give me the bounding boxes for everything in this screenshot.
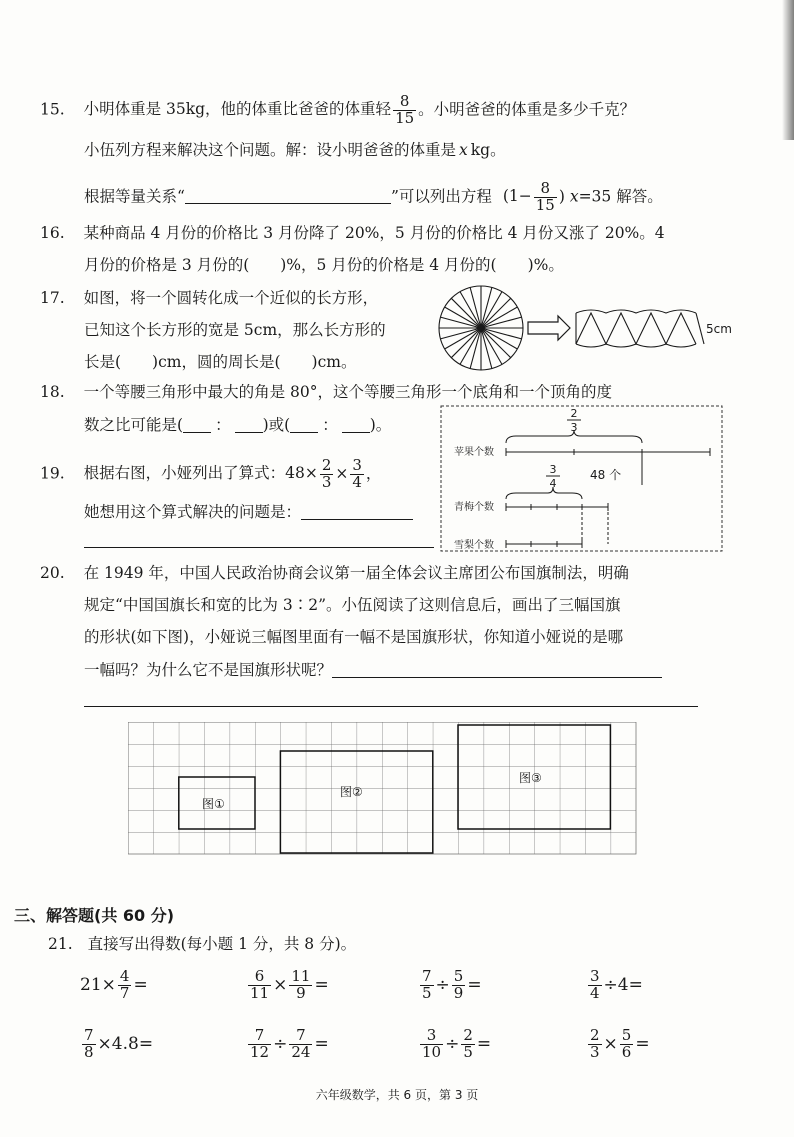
row-label-greengage: 青梅个数 [454, 502, 494, 513]
arrow-icon [528, 316, 570, 340]
fraction: $\frac{8}{15}$ [395, 92, 415, 127]
answer-blank[interactable] [301, 519, 413, 520]
q20-line4: 一幅吗？为什么它不是国旗形状呢？ [84, 663, 662, 679]
q18-line2: 数之比可能是( ： )或( ： )。 [84, 416, 392, 434]
fraction: $\frac{11}{9}$ [291, 967, 311, 1002]
q17-line2: 已知这个长方形的宽是 5cm，那么长方形的 [84, 321, 386, 339]
count-label: 48 个 [590, 468, 622, 482]
fraction: $\frac{7}{24}$ [291, 1026, 311, 1061]
question-16: 16. 某种商品 4 月份的价格比 3 月份降了 20%，5 月份的价格比 4 月份又涨了 20%。4 [40, 224, 665, 242]
sectored-circle [439, 286, 523, 370]
page-edge-shadow [782, 0, 794, 140]
fig-2-label: 图② [340, 785, 363, 799]
row-label-pear: 雪梨个数 [454, 540, 494, 551]
fraction: $\frac{7}{5}$ [422, 967, 432, 1002]
answer-blank[interactable] [342, 432, 370, 433]
q15-line1-text: 小明体重是 35kg，他的体重比爸爸的体重轻 [83, 100, 392, 119]
section-title: 三、解答题(共 60 分) [14, 906, 175, 925]
q16-line2: 月份的价格是 3 月份的( )%，5 月份的价格是 4 月份的( )%。 [84, 256, 564, 274]
answer-blank[interactable] [185, 203, 391, 204]
calc-item: $\frac{3}{10}$ ÷ $\frac{2}{5}$ = [422, 1026, 492, 1061]
fraction: $\frac{8}{15}$ [535, 179, 555, 214]
answer-blank[interactable] [183, 432, 211, 433]
calc-item: $\frac{2}{3}$ × $\frac{5}{6}$ = [590, 1026, 650, 1061]
calc-item: $\frac{7}{8}$ ×4.8= [84, 1026, 154, 1061]
calc-item: $\frac{3}{4}$ ÷4= [590, 967, 643, 1002]
fraction: $\frac{4}{7}$ [119, 967, 130, 1002]
fig-1-label: 图① [202, 797, 225, 811]
fraction: $\frac{7}{8}$ [84, 1026, 94, 1061]
fraction: $\frac{3}{10}$ [422, 1026, 442, 1061]
circle-to-rectangle-figure [436, 283, 746, 379]
fig-3-label: 图③ [519, 771, 542, 785]
fraction: $\frac{5}{6}$ [621, 1026, 632, 1061]
fraction-numerator: 2 [570, 407, 578, 420]
flag-grid-figure [128, 722, 640, 856]
question-15 [40, 94, 635, 127]
fraction: $\frac{2}{5}$ [463, 1026, 473, 1061]
answer-blank[interactable] [290, 432, 318, 433]
q15-line1-tail: 。小明爸爸的体重是多少千克？ [418, 100, 636, 119]
fraction: $\frac{2}{3}$ [590, 1026, 600, 1061]
calc-item: 21× $\frac{4}{7}$ = [80, 967, 148, 1002]
fraction: $\frac{7}{12}$ [250, 1026, 270, 1061]
answer-line[interactable] [84, 706, 698, 707]
calc-item: $\frac{7}{12}$ ÷ $\frac{7}{24}$ = [250, 1026, 329, 1061]
q15-line3: 根据等量关系“ ”可以列出方程 (1− $\frac{8}{15}$ ) x=35 解答。 [84, 179, 663, 214]
answer-blank[interactable] [235, 432, 263, 433]
fraction: $\frac{3}{4}$ [590, 967, 600, 1002]
fraction: $\frac{5}{9}$ [453, 967, 464, 1002]
question-number: 15. [40, 100, 65, 119]
q15-line2: 小伍列方程来解决这个问题。解：设小明爸爸的体重是 x kg。 [84, 141, 506, 159]
fraction-denominator: 4 [549, 477, 557, 490]
fraction-denominator: 3 [570, 421, 578, 434]
fraction: $\frac{3}{4}$ [352, 456, 362, 491]
question-20: 20. 在 1949 年，中国人民政治协商会议第一届全体会议主席团公布国旗制法，明确 [40, 564, 629, 582]
question-17: 17. 如图，将一个圆转化成一个近似的长方形， [40, 289, 379, 307]
calc-item: $\frac{7}{5}$ ÷ $\frac{5}{9}$ = [422, 967, 482, 1002]
question-18: 18. 一个等腰三角形中最大的角是 80°，这个等腰三角形一个底角和一个顶角的度 [40, 383, 612, 401]
question-21: 21. 直接写出得数(每小题 1 分，共 8 分)。 [48, 935, 357, 953]
q20-line3: 的形状(如下图)，小娅说三幅图里面有一幅不是国旗形状，你知道小娅说的是哪 [84, 628, 624, 646]
page-footer: 六年级数学，共 6 页，第 3 页 [315, 1088, 479, 1102]
row-label-apple: 苹果个数 [454, 447, 494, 458]
fraction-numerator: 3 [549, 463, 557, 476]
calc-item: $\frac{6}{11}$ × $\frac{11}{9}$ = [250, 967, 329, 1002]
approx-rectangle [576, 310, 704, 347]
q19-line2: 她想用这个算式解决的问题是： [84, 505, 413, 521]
fruit-bar-diagram [440, 405, 724, 553]
answer-blank[interactable] [332, 677, 662, 678]
q20-line2: 规定“中国国旗长和宽的比为 3∶2”。小伍阅读了这则信息后，画出了三幅国旗 [84, 596, 621, 614]
q17-line3: 长是( )cm，圆的周长是( )cm。 [84, 353, 357, 371]
question-19: 19. 根据右图，小娅列出了算式：48× $\frac{2}{3}$ × $\frac{3}{4}$ ， [40, 456, 382, 491]
answer-line[interactable] [84, 547, 434, 548]
width-label: 5cm [706, 322, 732, 336]
fraction: $\frac{2}{3}$ [321, 456, 332, 491]
fraction: $\frac{6}{11}$ [250, 967, 270, 1002]
